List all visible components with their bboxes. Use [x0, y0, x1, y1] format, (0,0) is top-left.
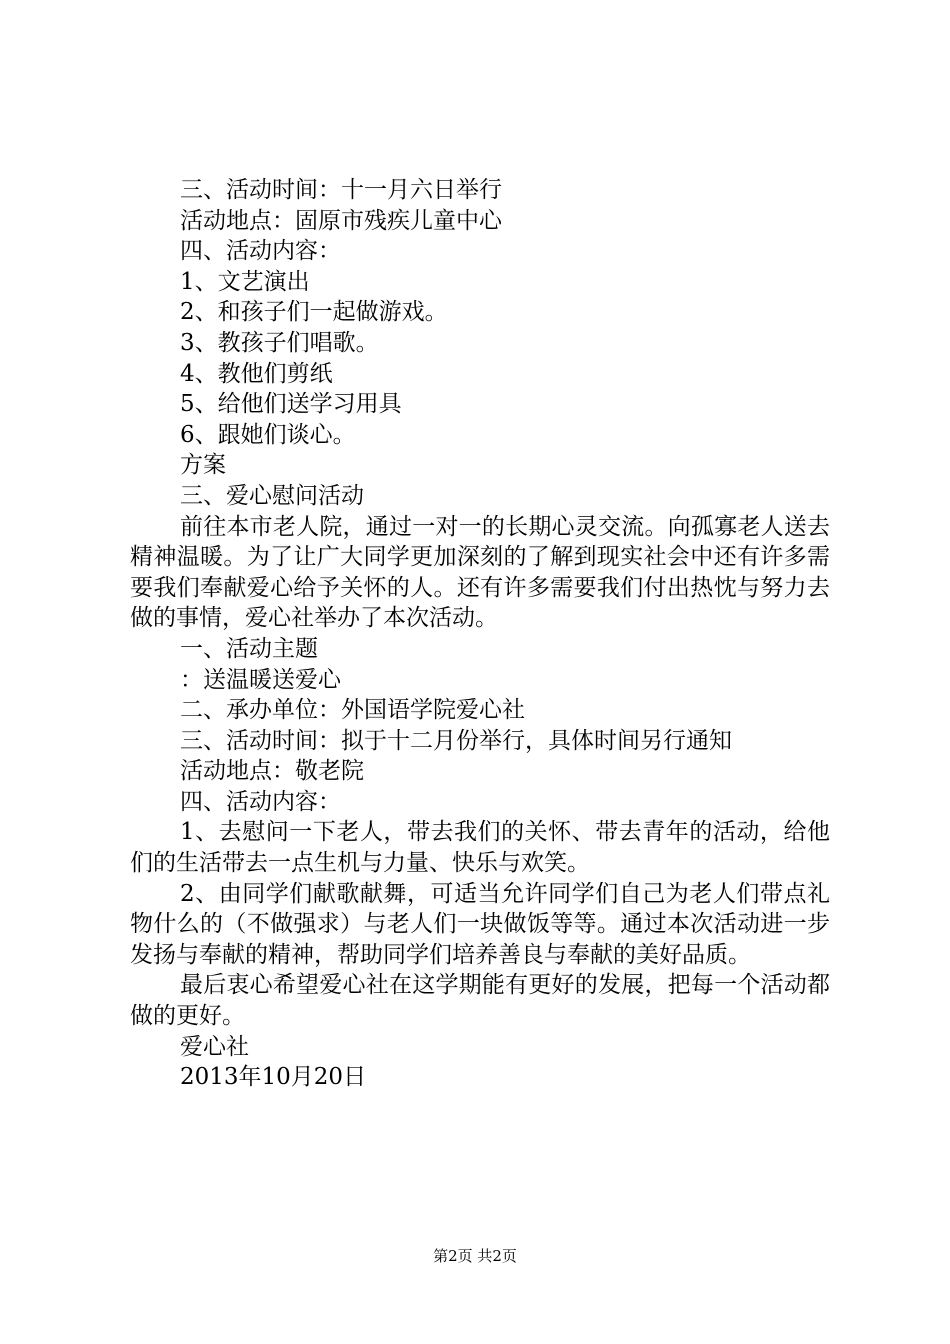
- paragraph: 2、由同学们献歌献舞，可适当允许同学们自己为老人们带点礼物什么的（不做强求）与老人们一块做饭等等。通过本次活动进一步发扬与奉献的精神，帮助同学们培养善良与奉献的美好品质。: [130, 880, 830, 968]
- paragraph: 方案: [180, 452, 226, 479]
- section-heading: 三、爱心慰问活动: [180, 482, 364, 509]
- paragraph: 三、活动时间：拟于十二月份举行，具体时间另行通知: [180, 727, 732, 754]
- paragraph: 4、教他们剪纸: [180, 360, 333, 387]
- paragraph: 1、文艺演出: [180, 268, 310, 295]
- paragraph: 前往本市老人院，通过一对一的长期心灵交流。向孤寡老人送去精神温暖。为了让广大同学更加深刻的了解到现实社会中还有许多需要我们奉献爱心给予关怀的人。还有许多需要我们付出热忱与努力去做的事情，爱心社举办了本次活动。: [130, 513, 830, 632]
- paragraph: 活动地点：敬老院: [180, 758, 364, 785]
- paragraph: 活动地点：固原市残疾儿童中心: [180, 207, 502, 234]
- document-body: [130, 175, 830, 1093]
- paragraph: ：送温暖送爱心: [180, 666, 341, 693]
- paragraph: 3、教孩子们唱歌。: [180, 329, 379, 356]
- date: 2013年10月20日: [180, 1064, 367, 1091]
- paragraph: 二、承办单位：外国语学院爱心社: [180, 697, 525, 724]
- paragraph: 6、跟她们谈心。: [180, 421, 356, 448]
- paragraph: 5、给他们送学习用具: [180, 391, 402, 418]
- page-number: 第2页 共2页: [433, 1247, 517, 1265]
- paragraph: 一、活动主题: [180, 635, 318, 662]
- paragraph: 四、活动内容：: [180, 788, 341, 815]
- paragraph: 2、和孩子们一起做游戏。: [180, 299, 448, 326]
- paragraph: 三、活动时间：十一月六日举行: [180, 177, 502, 203]
- paragraph: 1、去慰问一下老人，带去我们的关怀、带去青年的活动，给他们的生活带去一点生机与力量、快乐与欢笑。: [130, 819, 830, 877]
- paragraph: 四、活动内容：: [180, 238, 341, 265]
- paragraph: 最后衷心希望爱心社在这学期能有更好的发展，把每一个活动都做的更好。: [130, 972, 830, 1030]
- signature: 爱心社: [180, 1033, 249, 1060]
